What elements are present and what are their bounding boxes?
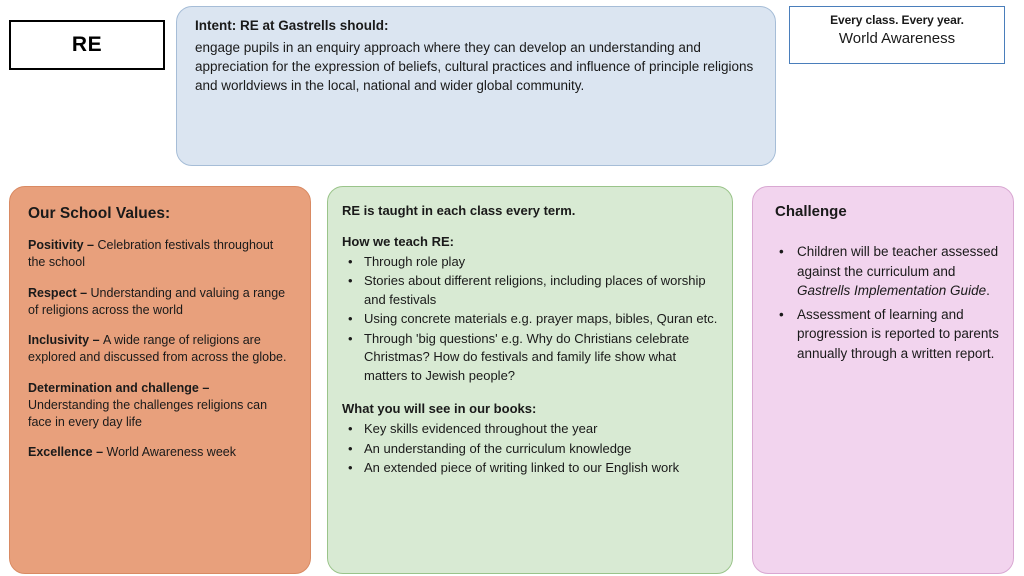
challenge-item-tail: . bbox=[986, 283, 990, 299]
subject-title-box bbox=[9, 20, 165, 70]
challenge-item-emphasis: Gastrells Implementation Guide bbox=[797, 283, 987, 299]
challenge-item-text: Assessment of learning and progression is reported to parents annually through a written report. bbox=[797, 306, 999, 361]
challenge-item bbox=[775, 242, 999, 301]
challenge-item bbox=[775, 305, 999, 364]
challenge-item-text: Children will be teacher assessed against the curriculum and bbox=[797, 244, 999, 279]
school-value-item bbox=[28, 332, 294, 367]
books-item: • Key skills evidenced throughout the year bbox=[342, 420, 718, 438]
school-values-list bbox=[28, 237, 294, 462]
school-value-term: Excellence – bbox=[28, 445, 107, 460]
teaching-lead: RE is taught in each class every term. bbox=[342, 203, 576, 218]
challenge-list bbox=[775, 242, 999, 363]
challenge-heading: Challenge bbox=[775, 203, 847, 220]
school-value-term: Positivity – bbox=[28, 238, 98, 252]
school-value-term: Inclusivity – bbox=[28, 333, 104, 347]
how-we-teach-item: • Using concrete materials e.g. prayer maps, bibles, Quran etc. bbox=[342, 310, 718, 328]
school-value-text: Understanding the challenges religions can face in every day life bbox=[28, 397, 268, 429]
intent-heading: Intent: RE at Gastrells should: bbox=[195, 18, 389, 33]
how-we-teach-item: • Stories about different religions, including places of worship and festivals bbox=[342, 272, 718, 309]
intent-body: engage pupils in an enquiry approach where they can develop an understanding and appreciation for the expression of beliefs, cultural practices and influence of principle religions and worldviews in the local, national and wider global community. bbox=[195, 40, 754, 94]
challenge-panel bbox=[752, 186, 1014, 574]
page-title: RE bbox=[71, 33, 103, 56]
every-class-tagline: Every class. Every year. bbox=[830, 13, 964, 27]
books-item: • An extended piece of writing linked to our English work bbox=[342, 459, 718, 477]
school-value-term: Determination and challenge – bbox=[28, 380, 210, 395]
school-value-item bbox=[28, 444, 294, 461]
school-value-item bbox=[28, 380, 294, 432]
every-class-theme: World Awareness bbox=[838, 30, 956, 47]
how-we-teach-heading: How we teach RE: bbox=[342, 234, 454, 249]
teaching-panel bbox=[327, 186, 733, 574]
books-item: • An understanding of the curriculum knowledge bbox=[342, 440, 718, 458]
school-value-text: World Awareness week bbox=[106, 445, 236, 460]
books-list bbox=[342, 420, 718, 477]
school-value-text: Understanding and valuing a range of religions across the world bbox=[28, 285, 286, 317]
school-values-heading: Our School Values: bbox=[28, 205, 171, 222]
how-we-teach-item: • Through role play bbox=[342, 253, 718, 271]
school-value-text: Celebration festivals throughout the school bbox=[28, 238, 274, 270]
school-value-item bbox=[28, 237, 294, 272]
how-we-teach-item: • Through 'big questions' e.g. Why do Christians celebrate Christmas? How do festivals and family life show what matters to Jewish people? bbox=[342, 330, 718, 385]
intent-panel bbox=[176, 6, 776, 166]
school-values-panel bbox=[9, 186, 311, 574]
every-class-panel bbox=[789, 6, 1005, 64]
school-value-text: A wide range of religions are explored and discussed from across the globe. bbox=[28, 333, 287, 365]
books-heading: What you will see in our books: bbox=[342, 401, 537, 417]
how-we-teach-list bbox=[342, 253, 718, 385]
school-value-term: Respect – bbox=[28, 285, 91, 300]
school-value-item bbox=[28, 285, 294, 320]
